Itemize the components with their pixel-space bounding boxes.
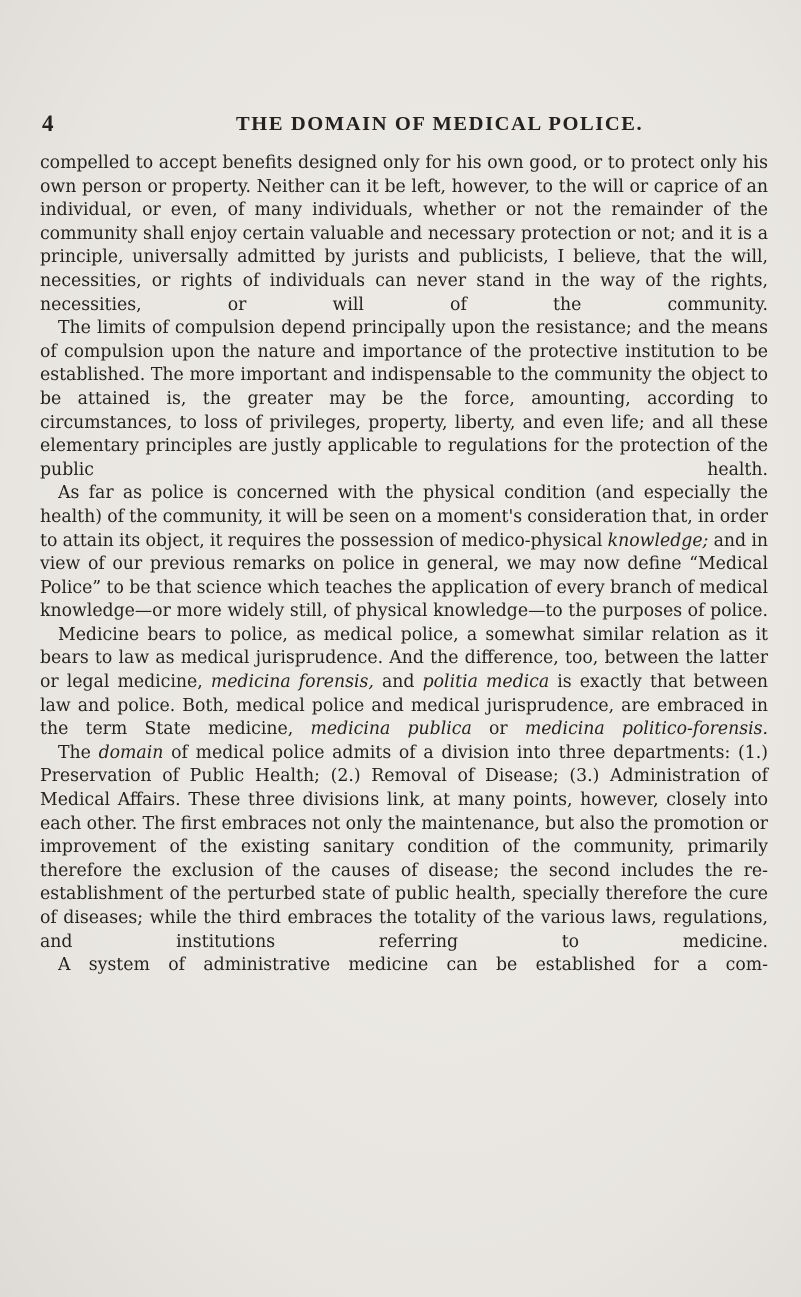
page-header-title: THE DOMAIN OF MEDICAL POLICE. bbox=[236, 113, 644, 135]
paragraph-text: and bbox=[373, 672, 423, 693]
italic-term-domain: domain bbox=[98, 742, 164, 763]
paragraph-medical-police-definition bbox=[40, 482, 768, 624]
italic-term-medicina-forensis: medicina forensis, bbox=[210, 672, 374, 693]
paragraph-medicine-and-police bbox=[40, 624, 768, 742]
italic-term-politia-medica: politia medica bbox=[422, 672, 550, 693]
paragraph-limits-of-compulsion: The limits of compulsion depend principally upon the resistance; and the means of compulsion upon the nature and importance of the protective institution to be established. The more important and indispensable to the community the object to be attained is, the greater may be the force, amounting, according to circumstances, to loss of privileges, property, liberty, and even life; and all these elementary principles are justly applicable to regulations for the protection of the public health. bbox=[40, 318, 768, 480]
paragraph-text: As far as police is concerned with the physical condition (and especially the health) of the community, it will be seen on a moment's consideration that, in order to attain its object, it requires the possession of medico-physical bbox=[40, 483, 768, 551]
paragraph-text: is exactly that between law and police. Both, medical police and medical jurisprudence, are embraced in the term State medicine, bbox=[40, 672, 768, 740]
paragraph-domain-divisions bbox=[40, 742, 768, 954]
italic-term-medicina-publica: medicina publica bbox=[310, 719, 472, 740]
paragraph-compelled: compelled to accept benefits designed only for his own good, or to protect only his own person or property. Neither can it be left, however, to the will or caprice of an individual, or even, of many individuals, whether or not the remainder of the community shall enjoy certain valuable and necessary protection or not; and it is a principle, universally admitted by jurists and publicists, I believe, that the will, necessities, or rights of individuals can never stand in the way of the rights, necessities, or will of the community. bbox=[40, 153, 768, 315]
paragraph-text: and in view of our previous remarks on police in general, we may now define “Medical Police” to be that science which teaches the application of every branch of medical knowledge—or more widely still, of physical knowledge—to the purposes of police. bbox=[40, 530, 769, 622]
paragraph-text: or bbox=[471, 719, 525, 740]
italic-term-medicina-politico-forensis: medicina politico-forensis. bbox=[524, 719, 769, 740]
paragraph-text: of medical police admits of a division into three departments: (1.) Preservation of Public Health; (2.) Removal of Disease; (3.) Administration of Medical Affairs. These three divisions link, at many points, however, closely into each other. The first embraces not only the maintenance, but also the promotion or improvement of the existing sanitary condition of the community, primarily therefore the exclusion of the causes of disease; the second includes the re-establishment of the perturbed state of public health, specially therefore the cure of diseases; while the third embraces the totality of the various laws, regulations, and institutions referring to medicine. bbox=[40, 742, 768, 952]
paragraph-administrative-medicine: A system of administrative medicine can be established for a com- bbox=[58, 955, 768, 976]
paragraph-text: Medicine bears to police, as medical police, a somewhat similar relation as it bears to law as medical jurisprudence. And the difference, too, between the latter or legal medicine, bbox=[40, 624, 768, 693]
paragraph-text: The bbox=[58, 742, 99, 763]
running-head bbox=[0, 112, 801, 136]
body-text bbox=[40, 152, 768, 978]
page-number: 4 bbox=[42, 111, 54, 136]
italic-term-knowledge: knowledge; bbox=[607, 530, 709, 551]
